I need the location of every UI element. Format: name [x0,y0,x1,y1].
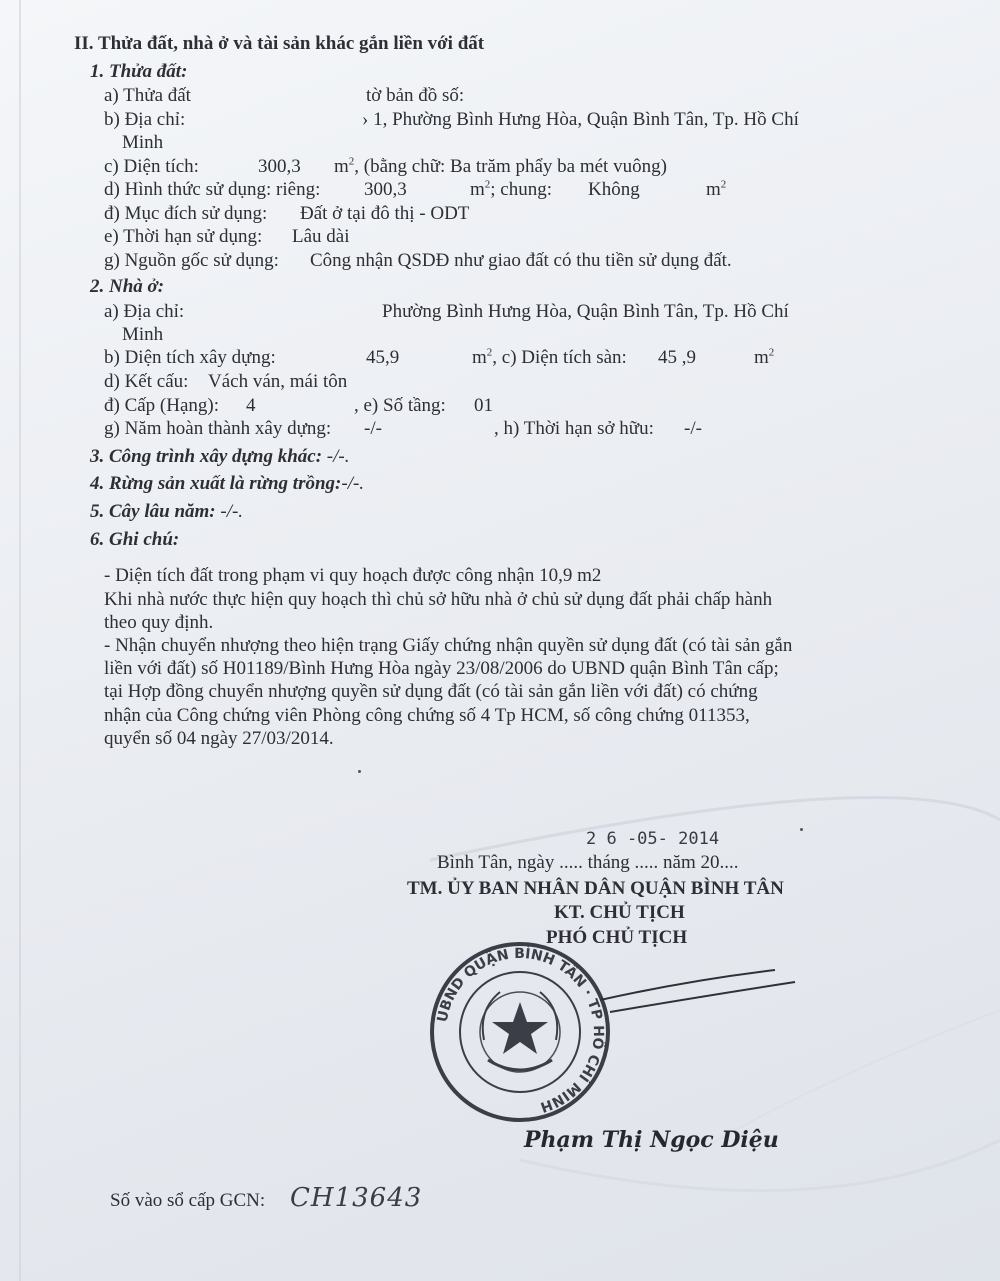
note-line: Khi nhà nước thực hiện quy hoạch thì chủ sở hữu nhà ở chủ sử dụng đất phải chấp hành [104,589,773,610]
floors-value: 01 [474,395,493,416]
structure-label: d) Kết cấu: [104,371,189,392]
area-value: 300,3 [258,156,301,177]
floors-label: , e) Số tầng: [354,395,446,416]
notes-title: 6. Ghi chú: [90,529,180,550]
completion-year-value: -/- [364,418,382,439]
ownership-term-value: -/- [684,418,702,439]
planted-forest: 4. Rừng sản xuất là rừng trồng:-/-. [90,473,365,494]
build-area-unit: $m^2$, c) Diện tích sàn: [472,346,627,368]
build-area-value: 45,9 [366,347,400,368]
completion-year-label: g) Năm hoàn thành xây dựng: [104,418,332,439]
origin-value: Công nhận QSDĐ như giao đất có thu tiền sử dụng đất. [310,250,732,271]
purpose-value: Đất ở tại đô thị - ODT [300,203,470,224]
ownership-term-label: , h) Thời hạn sở hữu: [494,418,654,439]
build-area-label: b) Diện tích xây dựng: [104,347,276,368]
usage-private-unit: $m^2$; chung: [470,178,553,200]
usage-shared-unit: $m^2$ [706,178,727,200]
perennial-trees: 5. Cây lâu năm: -/-. [90,501,244,522]
land-address-label: b) Địa chỉ: [104,109,186,130]
house-address-label: a) Địa chỉ: [104,301,185,322]
floor-area-unit: $m^2$ [754,346,775,368]
note-line: tại Hợp đồng chuyển nhượng quyền sử dụng đất (có tài sản gắn liền với đất) có chứng [104,681,758,702]
usage-form-label: d) Hình thức sử dụng: riêng: [104,179,321,200]
land-address-cont: Minh [122,132,164,153]
area-label: c) Diện tích: [104,156,199,177]
registration-label: Số vào sổ cấp GCN: [110,1190,266,1211]
land-address-value: › 1, Phường Bình Hưng Hòa, Quận Bình Tân, Tp. Hồ Chí [362,109,799,130]
registration-number: CH13643 [290,1183,423,1213]
duration-label: e) Thời hạn sử dụng: [104,226,263,247]
chairman-label: KT. CHỦ TỊCH [554,902,685,923]
structure-value: Vách ván, mái tôn [208,371,348,392]
signer-name: Phạm Thị Ngọc Diệu [524,1127,779,1153]
usage-private-value: 300,3 [364,179,407,200]
note-line: - Nhận chuyển nhượng theo hiện trạng Giấy chứng nhận quyền sử dụng đất (có tài sản gắn [104,635,793,656]
section-heading: II. Thửa đất, nhà ở và tài sản khác gắn liền với đất [74,33,485,54]
house-address-cont: Minh [122,324,164,345]
duration-value: Lâu dài [292,226,350,247]
map-sheet-label: tờ bản đồ số: [366,85,465,106]
land-plot-title: 1. Thửa đất: [90,61,188,82]
note-line: theo quy định. [104,612,214,633]
vice-chairman-label: PHÓ CHỦ TỊCH [546,927,688,948]
place-date: Bình Tân, ngày ..... tháng ..... năm 20.... [437,852,739,873]
house-title: 2. Nhà ở: [90,276,165,297]
floor-area-value: 45 ,9 [658,347,696,368]
note-line: quyển số 04 ngày 27/03/2014. [104,728,334,749]
other-construction: 3. Công trình xây dựng khác: -/-. [90,446,350,467]
note-line: nhận của Công chứng viên Phòng công chứng số 4 Tp HCM, số công chứng 011353, [104,705,750,726]
note-line: - Diện tích đất trong phạm vi quy hoạch được công nhận 10,9 m2 [104,565,602,586]
grade-label: đ) Cấp (Hạng): [104,395,220,416]
plot-number-label: a) Thửa đất [104,85,191,106]
stamp-date: 2 6 -05- 2014 [586,829,720,849]
area-unit: $m^2$, (bằng chữ: Ba trăm phẩy ba mét vuông) [334,155,667,177]
seal-text: UBND QUẬN BÌNH TÂN · TP HỒ CHÍ MINH [434,945,607,1115]
purpose-label: đ) Mục đích sử dụng: [104,203,268,224]
house-address-value: Phường Bình Hưng Hòa, Quận Bình Tân, Tp. Hồ Chí [382,301,789,322]
usage-shared-value: Không [588,179,640,200]
grade-value: 4 [246,395,256,416]
origin-label: g) Nguồn gốc sử dụng: [104,250,279,271]
speck [358,770,361,773]
official-seal-icon [428,940,613,1125]
speck [800,828,803,831]
note-line: liền với đất) số H01189/Bình Hưng Hòa ngày 23/08/2006 do UBND quận Bình Tân cấp; [104,658,779,679]
organization: TM. ỦY BAN NHÂN DÂN QUẬN BÌNH TÂN [407,878,784,899]
signature-stroke-icon [600,960,800,1040]
